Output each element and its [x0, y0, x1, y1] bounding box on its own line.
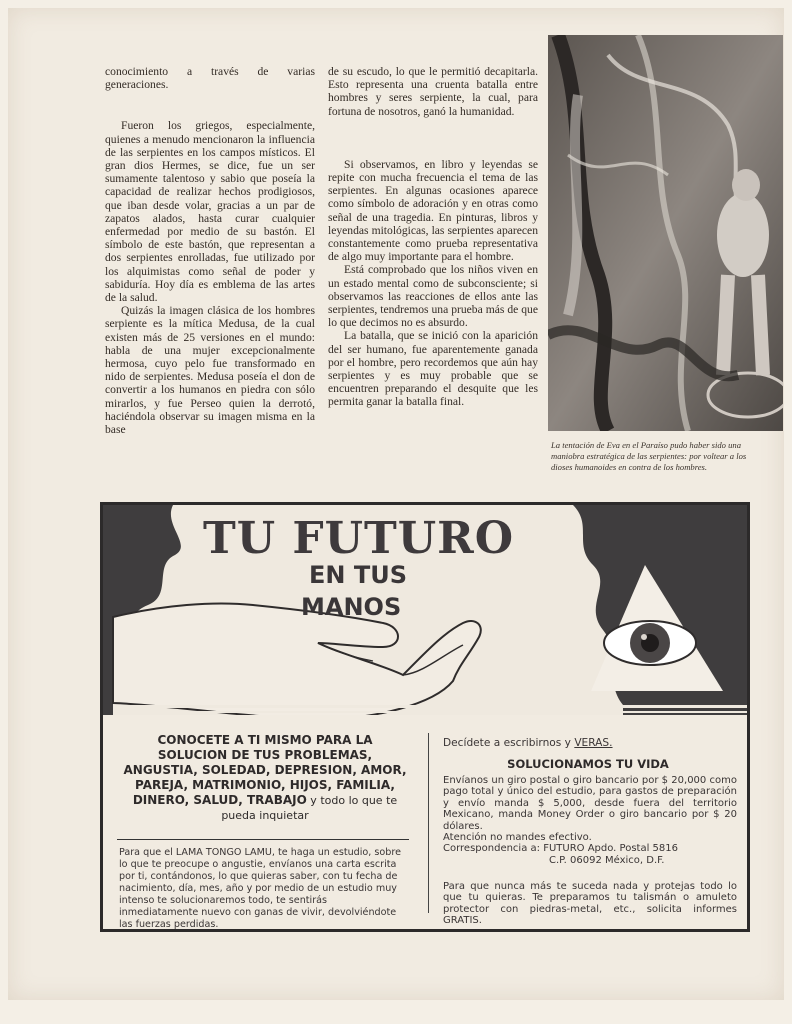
- heading-line: CONOCETE A TI MISMO PARA LA: [157, 733, 373, 747]
- illustration-image: [548, 35, 783, 431]
- column-divider: [428, 733, 429, 913]
- article-paragraph: Si observamos, en libro y leyendas se repite con mucha frecuencia el tema de las serpientes. En algunas ocasiones aparece como símbolo de adoración y en otras como señal de una tragedia. En pinturas, libros y leyendas mitológicas, las serpientes aparecen constantemente como prueba representativa de algo muy importante para el hombre.: [328, 157, 538, 264]
- paragraph-gap: [328, 118, 538, 158]
- heading-light: y todo lo que te: [306, 794, 398, 807]
- intro-emphasis: VERAS.: [574, 737, 613, 749]
- article-column-2: [328, 65, 538, 409]
- heading-line: pueda inquietar: [221, 809, 309, 822]
- intro-text: Decídete a escribirnos y: [443, 737, 575, 749]
- heading-line: [115, 793, 415, 808]
- ad-title: TU FUTURO: [203, 513, 515, 564]
- ad-left-text: Para que el LAMA TONGO LAMU, te haga un estudio, sobre lo que te preocupe o angustie, envíanos una carta escrita por ti, contándonos, lo que quieras saber, con tu fecha de nacimiento, día, mes, año y por medio de un estudio muy intenso te solucionaremos todo, te sentirás inmediatamente nuevo con ganas de vivir, devolviéndote las fuerzas perdidas.: [119, 847, 401, 930]
- eve-temptation-illustration: [548, 35, 783, 431]
- article-paragraph: Está comprobado que los niños viven en un estado mental como de subconsciente; si observamos las reacciones de ellos ante las serpientes, tendremos una prueba más de que lo que decimos no es absurdo.: [328, 263, 538, 330]
- heading-bold: DINERO, SALUD, TRABAJO: [132, 793, 307, 807]
- article-paragraph: de su escudo, lo que le permitió decapitarla. Esto representa una cruenta batalla entre hombres y seres serpiente, la cual, para fortuna de nosotros, ganó la humanidad.: [328, 65, 538, 118]
- illustration-caption: La tentación de Eva en el Paraíso pudo haber sido una maniobra estratégica de las serpientes: por voltear a los dioses humanoides en contra de los hombres.: [551, 440, 747, 472]
- article-paragraph: Quizás la imagen clásica de los hombres serpiente es la mítica Medusa, de la cual existen más de 25 versiones en el mundo: habla de una mujer excepcionalmente hermosa, cuyo pelo fue transformado en nido de serpientes. Medusa poseía el don de convertir a los humanos en piedra con sólo mirarlos, y fue Perseo quien la derrotó, haciéndola observar su imagen misma en la base: [105, 304, 315, 437]
- ad-banner: [103, 505, 747, 715]
- article-paragraph: Fueron los griegos, especialmente, quienes a menudo mencionaron la influencia de las serpientes en los campos místicos. El gran dios Hermes, se dice, fue un ser sumamente talentoso y sabio que poseía la capacidad de realizar hechos prodigiosos, que iban desde volar, gracias a un par de zapatos alados, hasta curar cualquier enfermedad por medio de su bastón. El símbolo de este bastón, que representan a dos serpientes enrolladas, fue utilizado por los alquimistas como señal de poder y sabiduría. Hoy día es emblema de las artes de la salud.: [105, 119, 315, 305]
- magazine-page: [8, 8, 784, 1000]
- paragraph-gap: [105, 91, 315, 119]
- correspondence-address: Correspondencia a: FUTURO Apdo. Postal 5816: [443, 843, 678, 855]
- divider: [117, 839, 409, 840]
- ad-subtitle: MANOS: [301, 593, 402, 621]
- correspondence-city: C.P. 06092 México, D.F.: [549, 854, 665, 866]
- heading-line: PAREJA, MATRIMONIO, HIJOS, FAMILIA,: [135, 778, 395, 792]
- article-paragraph: La batalla, que se inició con la aparición del ser humano, fue aparentemente ganada por el hombre, pero recordemos que aún hay serpientes y es muy probable que se encuentren preparando el desquite que les permita ganar la batalla final.: [328, 329, 538, 409]
- ad-body: [103, 715, 747, 929]
- article-paragraph: conocimiento a través de varias generaciones.: [105, 65, 315, 92]
- heading-line: ANGUSTIA, SOLEDAD, DEPRESION, AMOR,: [123, 763, 407, 777]
- ad-right-heading: SOLUCIONAMOS TU VIDA: [507, 757, 669, 771]
- heading-line: SOLUCION DE TUS PROBLEMAS,: [157, 748, 373, 762]
- ad-subtitle: EN TUS: [309, 561, 407, 589]
- ad-left-heading: [115, 733, 415, 823]
- ad-right-intro: [443, 737, 613, 749]
- attention-note: Atención no mandes efectivo.: [443, 832, 592, 844]
- advertisement-box: [100, 502, 750, 932]
- ad-right-talisman-text: Para que nunca más te suceda nada y protejas todo lo que tu quieras. Te preparamos tu talismán o amuleto protector con piedras-metal, etc., solicita informes GRATIS.: [443, 881, 737, 927]
- ad-right-text: [443, 775, 737, 866]
- article-column-1: [105, 65, 315, 436]
- payment-info: Envíanos un giro postal o giro bancario por $ 20,000 como pago total y único del estudio, para gastos de preparación y envío manda $ 5,000, desde fuera del territorio Mexicano, manda Money Order o giro bancario por $ 20 dólares.: [443, 775, 737, 832]
